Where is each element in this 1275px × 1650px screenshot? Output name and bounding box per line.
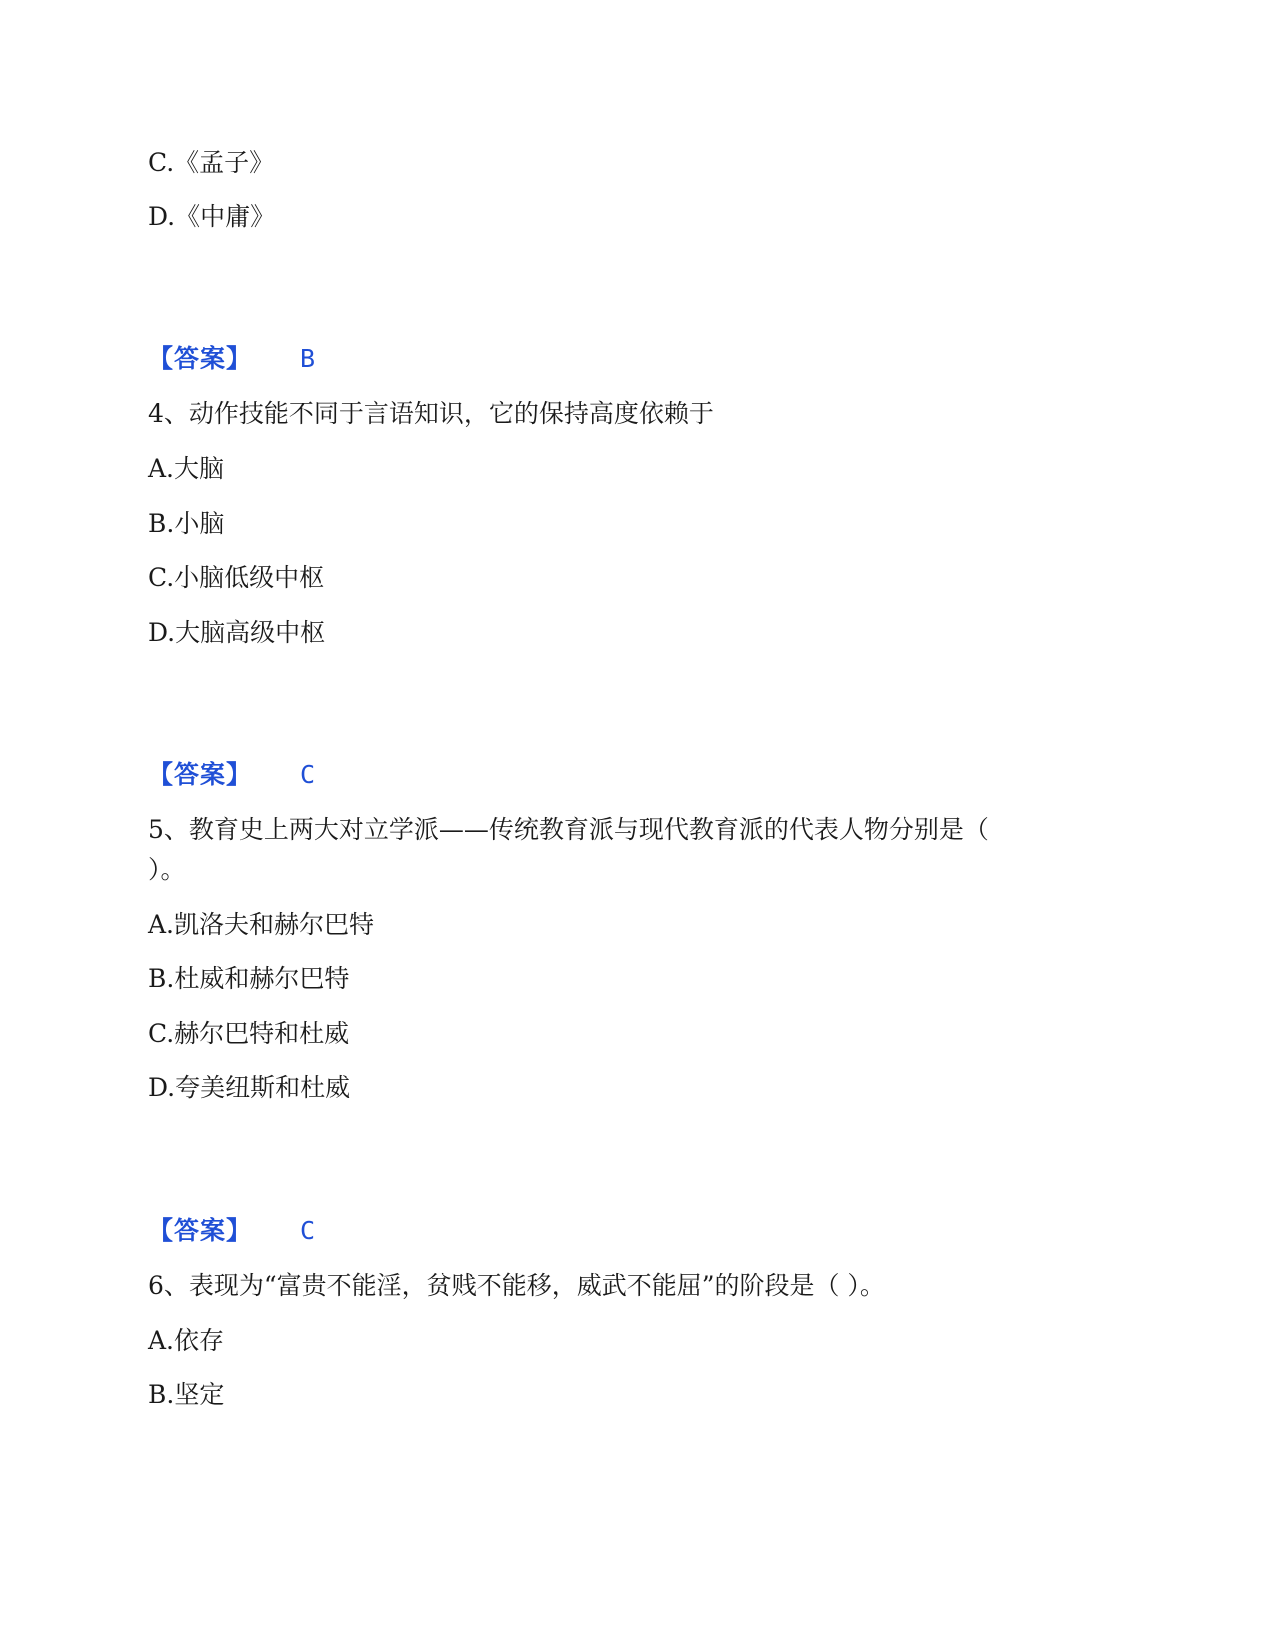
answer-label: 【答案】 bbox=[148, 344, 253, 373]
q4-option-c: C.小脑低级中枢 bbox=[148, 563, 325, 592]
answer-label: 【答案】 bbox=[148, 760, 253, 789]
answer-value: B bbox=[300, 344, 316, 373]
q5-option-b: B.杜威和赫尔巴特 bbox=[148, 964, 350, 993]
q5-option-a: A.凯洛夫和赫尔巴特 bbox=[148, 910, 375, 939]
q4-option-a: A.大脑 bbox=[148, 454, 225, 483]
q5-option-d: D.夸美纽斯和杜威 bbox=[148, 1073, 351, 1102]
q3-option-c: C.《孟子》 bbox=[148, 148, 275, 177]
q3-option-d: D.《中庸》 bbox=[148, 202, 276, 231]
q5-option-c: C.赫尔巴特和杜威 bbox=[148, 1019, 350, 1048]
q6-option-a: A.依存 bbox=[148, 1326, 225, 1355]
q5-answer bbox=[148, 1216, 315, 1246]
q3-answer bbox=[148, 344, 315, 374]
answer-value: C bbox=[300, 1216, 316, 1245]
q4-stem: 4、动作技能不同于言语知识，它的保持高度依赖于 bbox=[148, 399, 714, 428]
q6-stem: 6、表现为“富贵不能淫，贫贱不能移，威武不能屈”的阶段是（ ）。 bbox=[148, 1271, 885, 1300]
q5-stem-line1: 5、教育史上两大对立学派——传统教育派与现代教育派的代表人物分别是（ bbox=[148, 815, 989, 844]
q6-option-b: B.坚定 bbox=[148, 1380, 225, 1409]
q4-option-b: B.小脑 bbox=[148, 509, 225, 538]
q4-option-d: D.大脑高级中枢 bbox=[148, 618, 326, 647]
q5-stem-line2: ）。 bbox=[148, 855, 186, 884]
q4-answer bbox=[148, 760, 315, 790]
answer-value: C bbox=[300, 760, 316, 789]
answer-label: 【答案】 bbox=[148, 1216, 253, 1245]
